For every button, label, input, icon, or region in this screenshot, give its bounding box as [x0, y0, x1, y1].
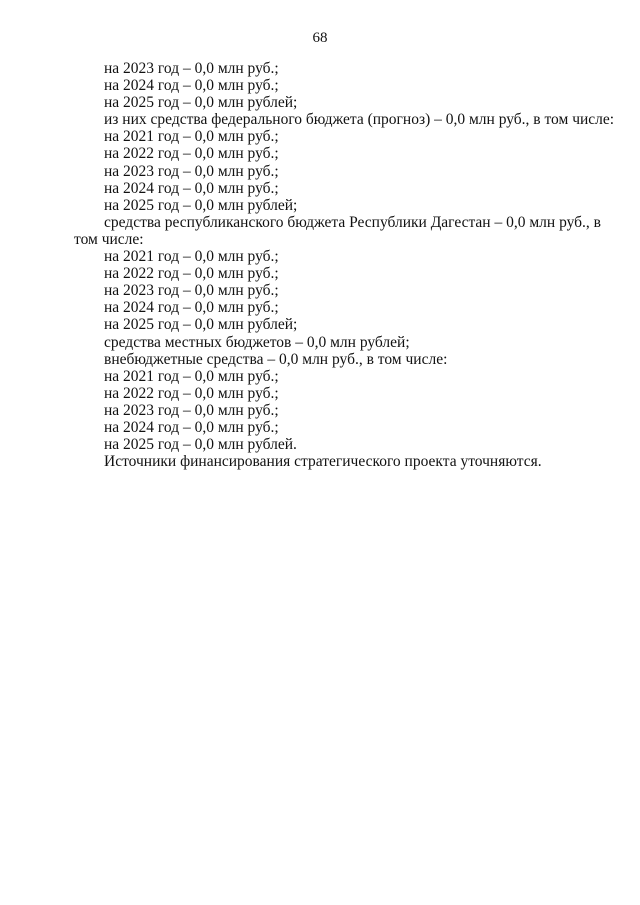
- text-line: средства республиканского бюджета Республики Дагестан – 0,0 млн руб., в: [104, 213, 601, 231]
- text-line: на 2021 год – 0,0 млн руб.;: [104, 128, 279, 146]
- text-line: на 2025 год – 0,0 млн рублей.: [104, 436, 297, 454]
- text-line: на 2023 год – 0,0 млн руб.;: [104, 162, 279, 180]
- text-line: на 2024 год – 0,0 млн руб.;: [104, 418, 279, 436]
- text-line: на 2025 год – 0,0 млн рублей;: [104, 316, 298, 334]
- text-line: на 2021 год – 0,0 млн руб.;: [104, 248, 279, 266]
- text-line: внебюджетные средства – 0,0 млн руб., в том числе:: [104, 350, 448, 368]
- document-body: [74, 60, 615, 471]
- text-line: на 2024 год – 0,0 млн руб.;: [104, 77, 279, 95]
- text-line: Источники финансирования стратегического проекта уточняются.: [104, 453, 542, 471]
- text-line: на 2021 год – 0,0 млн руб.;: [104, 367, 279, 385]
- text-line: на 2025 год – 0,0 млн рублей;: [104, 196, 298, 214]
- text-line: на 2022 год – 0,0 млн руб.;: [104, 384, 279, 402]
- text-line: на 2022 год – 0,0 млн руб.;: [104, 265, 279, 283]
- text-line: на 2024 год – 0,0 млн руб.;: [104, 299, 279, 317]
- text-line: том числе:: [74, 230, 144, 248]
- text-line: на 2024 год – 0,0 млн руб.;: [104, 179, 279, 197]
- text-line: на 2025 год – 0,0 млн рублей;: [104, 94, 298, 112]
- text-line: на 2023 год – 0,0 млн руб.;: [104, 60, 279, 77]
- text-line: на 2023 год – 0,0 млн руб.;: [104, 282, 279, 300]
- text-line: на 2023 год – 0,0 млн руб.;: [104, 401, 279, 419]
- text-line: на 2022 год – 0,0 млн руб.;: [104, 145, 279, 163]
- text-line: из них средства федерального бюджета (прогноз) – 0,0 млн руб., в том числе:: [104, 111, 615, 129]
- text-line: средства местных бюджетов – 0,0 млн рублей;: [104, 333, 410, 351]
- page-number: 68: [312, 30, 328, 46]
